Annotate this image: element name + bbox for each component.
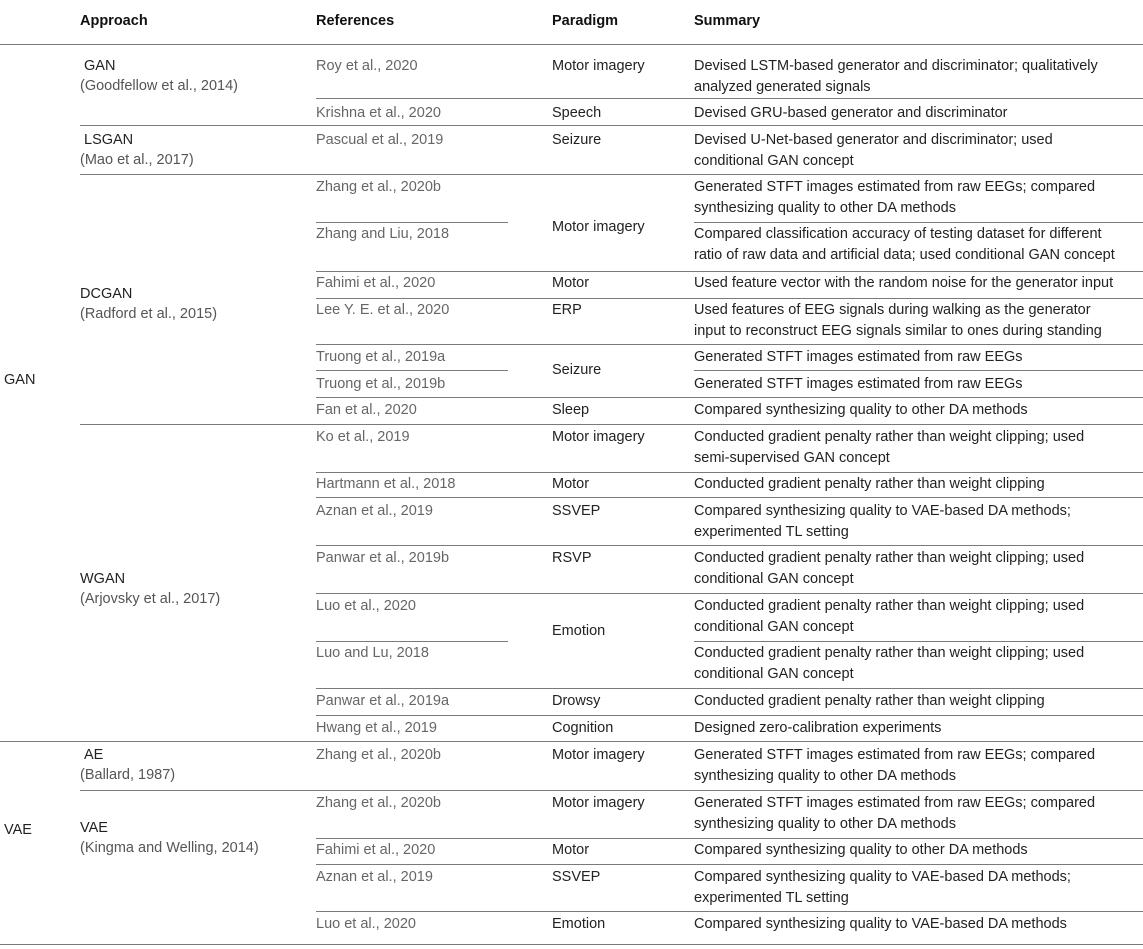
- reference-cell: Panwar et al., 2019b: [316, 550, 450, 566]
- summary-cell: Conducted gradient penalty rather than weight clipping; used: [694, 429, 1085, 445]
- summary-cell: input to reconstruct EEG signals similar to ones during standing: [694, 323, 1102, 339]
- summary-cell: synthesizing quality to other DA methods: [694, 200, 956, 216]
- paradigm-cell: SSVEP: [552, 503, 601, 519]
- paradigm-cell: ERP: [552, 302, 582, 318]
- reference-cell: Ko et al., 2019: [316, 429, 410, 445]
- approach-name: WGAN: [80, 571, 126, 587]
- row-rule: [316, 838, 1143, 839]
- paradigm-cell: Motor imagery: [552, 795, 645, 811]
- table-bottom-rule: [0, 944, 1143, 945]
- paradigm-cell: RSVP: [552, 550, 592, 566]
- summary-cell: conditional GAN concept: [694, 153, 854, 169]
- summary-cell: semi-supervised GAN concept: [694, 450, 890, 466]
- summary-cell: Devised GRU-based generator and discriminator: [694, 105, 1008, 121]
- paradigm-cell: Emotion: [552, 623, 606, 639]
- paradigm-cell: Motor imagery: [552, 429, 645, 445]
- group-rule: [80, 790, 1143, 791]
- header-paradigm: Paradigm: [552, 13, 619, 29]
- summary-cell: synthesizing quality to other DA methods: [694, 816, 956, 832]
- reference-cell: Aznan et al., 2019: [316, 503, 433, 519]
- summary-cell: Compared classification accuracy of testing dataset for different: [694, 226, 1102, 242]
- summary-cell: Conducted gradient penalty rather than weight clipping; used: [694, 598, 1085, 614]
- reference-cell: Truong et al., 2019a: [316, 349, 446, 365]
- summary-cell: Devised LSTM-based generator and discriminator; qualitatively: [694, 58, 1098, 74]
- paradigm-cell: SSVEP: [552, 869, 601, 885]
- approach-citation: (Kingma and Welling, 2014): [80, 840, 259, 856]
- paradigm-cell: Motor imagery: [552, 219, 645, 235]
- paradigm-cell: Speech: [552, 105, 602, 121]
- paradigm-cell: Sleep: [552, 402, 590, 418]
- summary-cell: Generated STFT images estimated from raw EEGs: [694, 349, 1023, 365]
- row-rule: [316, 715, 1143, 716]
- summary-cell: conditional GAN concept: [694, 619, 854, 635]
- approach-name: VAE: [80, 820, 108, 836]
- group-rule: [80, 174, 1143, 175]
- header-rule: [0, 44, 1143, 45]
- row-rule: [694, 370, 1143, 371]
- paradigm-cell: Motor: [552, 275, 590, 291]
- category-label: GAN: [4, 372, 36, 388]
- header-approach: Approach: [80, 13, 148, 29]
- row-rule: [694, 222, 1143, 223]
- reference-cell: Lee Y. E. et al., 2020: [316, 302, 450, 318]
- reference-cell: Pascual et al., 2019: [316, 132, 444, 148]
- paradigm-cell: Drowsy: [552, 693, 601, 709]
- summary-cell: Compared synthesizing quality to VAE-based DA methods;: [694, 503, 1071, 519]
- category-label: VAE: [4, 822, 32, 838]
- approach-name: LSGAN: [84, 132, 134, 148]
- category-rule: [0, 741, 1143, 742]
- paradigm-cell: Seizure: [552, 132, 602, 148]
- paradigm-cell: Emotion: [552, 916, 606, 932]
- reference-cell: Panwar et al., 2019a: [316, 693, 450, 709]
- summary-cell: Compared synthesizing quality to other DA methods: [694, 842, 1028, 858]
- approach-citation: (Arjovsky et al., 2017): [80, 591, 221, 607]
- header-summary: Summary: [694, 13, 761, 29]
- summary-cell: conditional GAN concept: [694, 666, 854, 682]
- reference-cell: Zhang and Liu, 2018: [316, 226, 450, 242]
- reference-cell: Hartmann et al., 2018: [316, 476, 456, 492]
- paradigm-cell: Motor: [552, 842, 590, 858]
- summary-cell: Compared synthesizing quality to VAE-based DA methods: [694, 916, 1067, 932]
- reference-cell: Zhang et al., 2020b: [316, 795, 441, 811]
- row-rule: [316, 688, 1143, 689]
- reference-cell: Zhang et al., 2020b: [316, 747, 441, 763]
- summary-cell: Used features of EEG signals during walking as the generator: [694, 302, 1091, 318]
- summary-cell: synthesizing quality to other DA methods: [694, 768, 956, 784]
- reference-cell: Luo et al., 2020: [316, 916, 416, 932]
- reference-cell: Fan et al., 2020: [316, 402, 417, 418]
- summary-cell: Devised U-Net-based generator and discriminator; used: [694, 132, 1053, 148]
- summary-cell: Conducted gradient penalty rather than weight clipping: [694, 693, 1045, 709]
- row-rule: [316, 344, 1143, 345]
- summary-cell: experimented TL setting: [694, 890, 849, 906]
- row-rule: [316, 497, 1143, 498]
- summary-cell: Conducted gradient penalty rather than weight clipping; used: [694, 550, 1085, 566]
- group-rule: [80, 424, 1143, 425]
- reference-cell: Fahimi et al., 2020: [316, 275, 436, 291]
- summary-cell: Generated STFT images estimated from raw EEGs; compared: [694, 179, 1096, 195]
- reference-cell: Hwang et al., 2019: [316, 720, 437, 736]
- paradigm-cell: Seizure: [552, 362, 602, 378]
- row-rule: [316, 370, 508, 371]
- reference-cell: Zhang et al., 2020b: [316, 179, 441, 195]
- row-rule: [316, 222, 508, 223]
- group-rule: [80, 125, 1143, 126]
- reference-cell: Luo and Lu, 2018: [316, 645, 429, 661]
- paradigm-cell: Cognition: [552, 720, 614, 736]
- summary-cell: Generated STFT images estimated from raw EEGs: [694, 376, 1023, 392]
- row-rule: [316, 472, 1143, 473]
- row-rule: [316, 98, 1143, 99]
- reference-cell: Fahimi et al., 2020: [316, 842, 436, 858]
- row-rule: [316, 593, 1143, 594]
- paradigm-cell: Motor imagery: [552, 747, 645, 763]
- summary-cell: conditional GAN concept: [694, 571, 854, 587]
- reference-cell: Krishna et al., 2020: [316, 105, 441, 121]
- summary-cell: Designed zero-calibration experiments: [694, 720, 942, 736]
- summary-cell: experimented TL setting: [694, 524, 849, 540]
- approach-citation: (Goodfellow et al., 2014): [80, 78, 238, 94]
- summary-cell: Generated STFT images estimated from raw EEGs; compared: [694, 795, 1096, 811]
- summary-cell: Compared synthesizing quality to VAE-based DA methods;: [694, 869, 1071, 885]
- approach-name: DCGAN: [80, 286, 133, 302]
- summary-cell: analyzed generated signals: [694, 79, 871, 95]
- summary-cell: Generated STFT images estimated from raw EEGs; compared: [694, 747, 1096, 763]
- row-rule: [316, 864, 1143, 865]
- approach-name: AE: [84, 747, 104, 763]
- approach-citation: (Radford et al., 2015): [80, 306, 218, 322]
- summary-cell: Conducted gradient penalty rather than weight clipping; used: [694, 645, 1085, 661]
- paradigm-cell: Motor imagery: [552, 58, 645, 74]
- approach-citation: (Mao et al., 2017): [80, 152, 194, 168]
- header-references: References: [316, 13, 395, 29]
- summary-cell: Conducted gradient penalty rather than weight clipping: [694, 476, 1045, 492]
- row-rule: [316, 397, 1143, 398]
- reference-cell: Luo et al., 2020: [316, 598, 416, 614]
- reference-cell: Truong et al., 2019b: [316, 376, 446, 392]
- reference-cell: Aznan et al., 2019: [316, 869, 433, 885]
- row-rule: [316, 641, 508, 642]
- row-rule: [316, 545, 1143, 546]
- row-rule: [316, 271, 1143, 272]
- summary-cell: Used feature vector with the random noise for the generator input: [694, 275, 1114, 291]
- row-rule: [694, 641, 1143, 642]
- approach-name: GAN: [84, 58, 116, 74]
- paradigm-cell: Motor: [552, 476, 590, 492]
- row-rule: [316, 911, 1143, 912]
- summary-cell: ratio of raw data and artificial data; used conditional GAN concept: [694, 247, 1115, 263]
- summary-cell: Compared synthesizing quality to other DA methods: [694, 402, 1028, 418]
- approach-citation: (Ballard, 1987): [80, 767, 176, 783]
- row-rule: [316, 298, 1143, 299]
- reference-cell: Roy et al., 2020: [316, 58, 418, 74]
